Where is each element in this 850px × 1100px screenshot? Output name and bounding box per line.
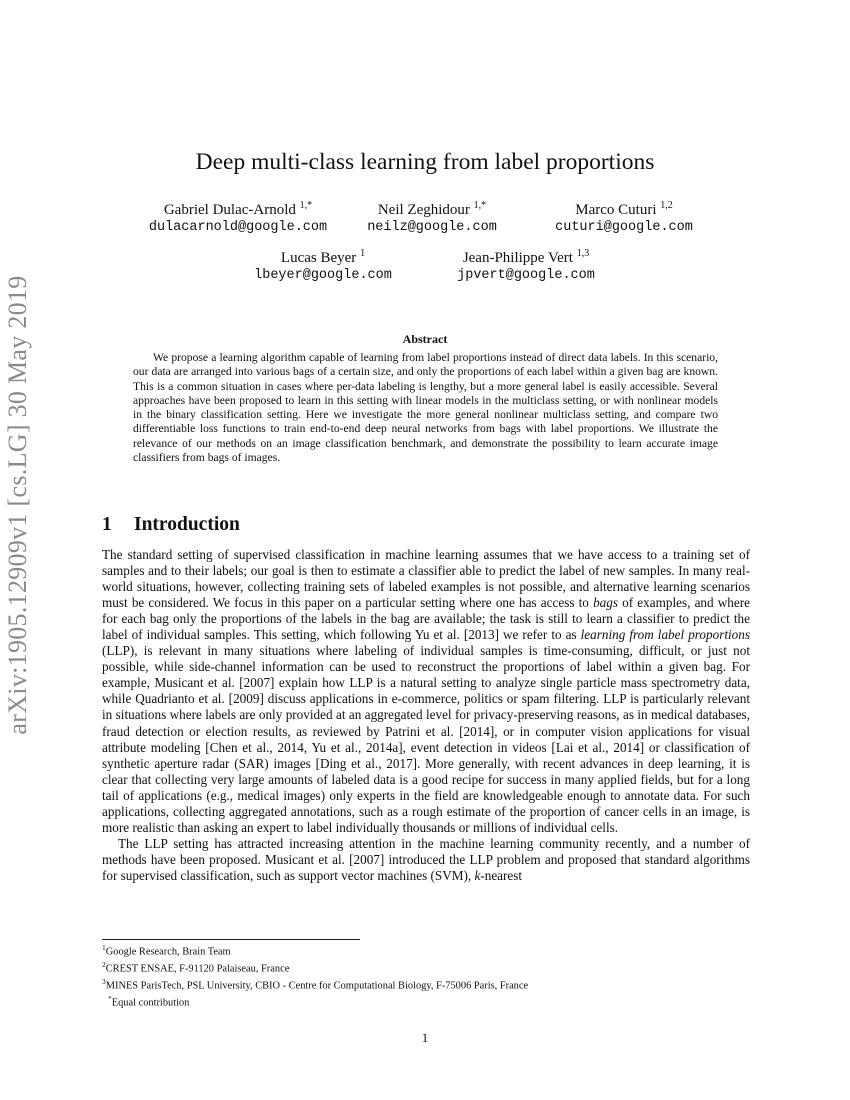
page-number: 1 bbox=[421, 1030, 429, 1045]
author-name: Neil Zeghidour bbox=[377, 202, 470, 218]
paragraph: The standard setting of supervised classification in machine learning assumes that we have access to a training set of samples and to their labels; our goal is then to estimate a classifier able to predict the label of new samples. In many real-world situations, however, collecting training sets of labeled examples is not possible, and alternative learning scenarios must be considered. We focus in this paper on a particular setting where one has access to bags of examples, and where for each bag only the proportions of the labels in the bag are available; the task is still to learn a classifier to predict the label of individual samples. This setting, which following Yu et al. [2013] we refer to as learning from label proportions (LLP), is relevant in many situations where labeling of individual samples is time-consuming, difficult, or just not possible, while side-channel information can be used to reconstruct the proportions of label within a given bag. For example, Musicant et al. [2007] explain how LLP is a natural setting to analyze single particle mass spectrometry data, while Quadrianto et al. [2009] discuss applications in e-commerce, politics or spam filtering. LLP is particularly relevant in situations where labels are only provided at an aggregated level for privacy-preserving reasons, as in medical databases, fraud detection or election results, as reviewed by Patrini et al. [2014], or in computer vision applications for visual attribute modeling [Chen et al., 2014, Yu et al., 2014a], event detection in videos [Lai et al., 2014] or classification of synthetic aperture radar (SAR) images [Ding et al., 2017]. More generally, with recent advances in deep learning, it is clear that collecting very large amounts of labeled data is a good recipe for success in many applied fields, but for a long tail of applications (e.g., medical images) only experts in the field are knowledgeable enough to annotate data. For such applications, collecting aggregated annotations, such as a rough estimate of the proportion of cancer cells in an image, is more realistic than asking an expert to label individually thousands or millions of individual cells. bbox=[102, 547, 750, 835]
author-name: Marco Cuturi bbox=[575, 202, 657, 218]
author-name: Jean-Philippe Vert bbox=[462, 250, 573, 266]
footnote-mark: 1 bbox=[102, 943, 106, 952]
arxiv-stamp-text: arXiv:1905.12909v1 [cs.LG] 30 May 2019 bbox=[3, 275, 32, 735]
footnote-rule bbox=[102, 939, 360, 940]
footnotes bbox=[102, 942, 750, 1010]
section-title: Introduction bbox=[134, 514, 240, 535]
paper-title: Deep multi-class learning from label proportions bbox=[195, 149, 655, 175]
footnote-mark: 2 bbox=[102, 959, 106, 969]
abstract-heading: Abstract bbox=[402, 332, 448, 346]
author-affiliation: 1 bbox=[360, 248, 366, 259]
author-email[interactable]: lbeyer@google.com bbox=[254, 268, 392, 283]
math-variable: k bbox=[474, 867, 481, 883]
section-heading bbox=[102, 514, 240, 536]
footnote-mark: * bbox=[108, 993, 112, 1003]
paragraph: The LLP setting has attracted increasing attention in the machine learning community recently, and a number of methods have been proposed. Musicant et al. [2007] introduced the LLP problem and proposed that standard algorithms for supervised classification, such as support vector machines (SVM), k-nearest bbox=[102, 835, 750, 883]
author-block bbox=[396, 245, 656, 285]
footnote bbox=[102, 959, 750, 976]
author-affiliation: 1,3 bbox=[576, 248, 590, 259]
author-name: Lucas Beyer bbox=[280, 250, 357, 266]
author-affiliation: 1,2 bbox=[660, 200, 673, 211]
footnote-text: CREST ENSAE, F-91120 Palaiseau, France bbox=[105, 963, 290, 975]
footnote-mark: 3 bbox=[102, 976, 106, 986]
author-block bbox=[494, 197, 754, 237]
author-email[interactable]: dulacarnold@google.com bbox=[148, 220, 328, 235]
footnote bbox=[102, 976, 750, 993]
footnote-text: MINES ParisTech, PSL University, CBIO - Centre for Computational Biology, F-75006 Paris, France bbox=[105, 980, 529, 992]
author-email[interactable]: jpvert@google.com bbox=[457, 268, 595, 283]
author-affiliation: 1,* bbox=[473, 200, 487, 211]
emphasis-term: learning from label proportions bbox=[580, 627, 750, 643]
footnote bbox=[102, 942, 750, 959]
footnote-text: Google Research, Brain Team bbox=[105, 946, 231, 958]
author-name: Gabriel Dulac-Arnold bbox=[163, 202, 296, 218]
author-email[interactable]: cuturi@google.com bbox=[555, 220, 693, 235]
author-email[interactable]: neilz@google.com bbox=[367, 220, 497, 235]
section-number: 1 bbox=[102, 514, 112, 535]
footnote-text: Equal contribution bbox=[111, 997, 190, 1009]
author-affiliation: 1,* bbox=[299, 200, 313, 211]
body-text bbox=[102, 547, 750, 884]
emphasis-term: bags bbox=[593, 595, 618, 611]
abstract-text: We propose a learning algorithm capable of learning from label proportions instead of direct data labels. In this scenario, our data are arranged into various bags of a certain size, and only the proportions of each label within a given bag are known. This is a common situation in cases where per-data labeling is lengthy, but a more general label is easily accessible. Several approaches have been proposed to learn in this setting with linear models in the multiclass setting, or with nonlinear models in the binary classification setting. Here we investigate the more general nonlinear multiclass setting, and compare two differentiable loss functions to train end-to-end deep neural networks from bags with label proportions. We illustrate the relevance of our methods on an image classification benchmark, and demonstrate the possibility to learn accurate image classifiers from bags of images. bbox=[133, 351, 718, 465]
footnote bbox=[102, 993, 750, 1010]
